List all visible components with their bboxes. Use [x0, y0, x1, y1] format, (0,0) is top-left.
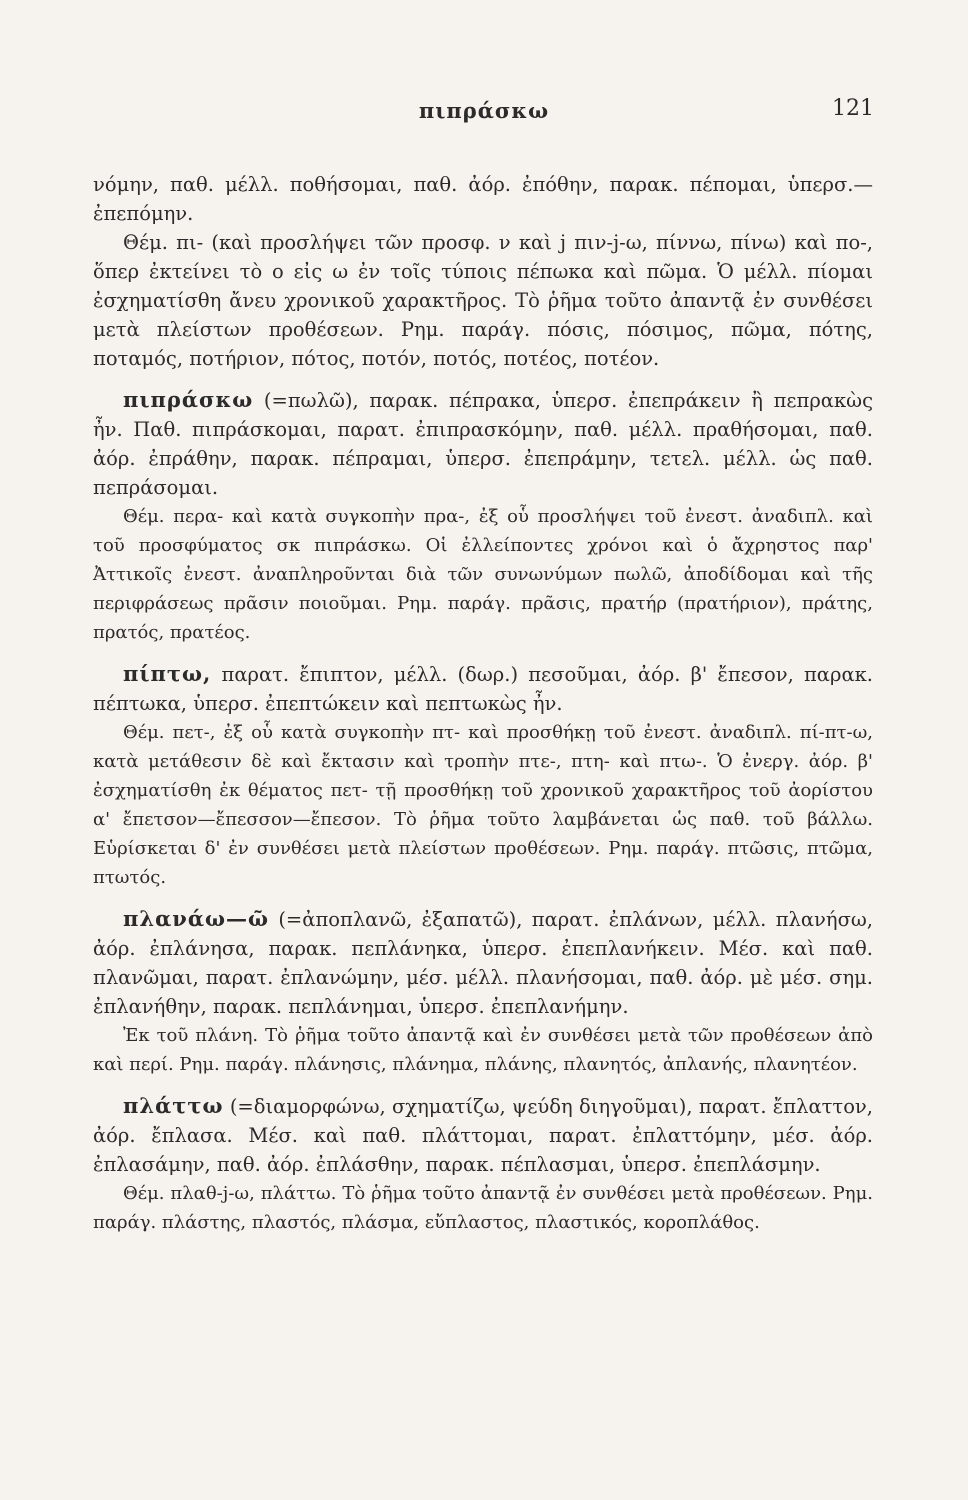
lemma-heading: πιπράσκω: [123, 387, 254, 412]
entry-pipraskw: πιπράσκω (=πωλῶ), παρακ. πέπρακα, ὑπερσ. ἐπεπράκειν ἢ πεπρακὼς ἦν. Παθ. πιπράσκομαι, παρατ. ἐπιπρασκόμην, παθ. μέλλ. πραθήσομαι, παθ. ἀόρ. ἐπράθην, παρακ. πέπραμαι, ὑπερσ. ἐπεπράμην, τετελ. μέλλ. ὡς παθ. πεπράσομαι.: [93, 387, 873, 499]
dictionary-body: [93, 170, 873, 1237]
paragraph-planaw-theme: Ἐκ τοῦ πλάνη. Τὸ ῥῆμα τοῦτο ἀπαντᾷ καὶ ἐν συνθέσει μετὰ τῶν προθέσεων ἀπὸ καὶ περί. Ρημ. παράγ. πλάνησις, πλάνημα, πλάνης, πλανητός, ἀπλανής, πλανητέον.: [93, 1025, 873, 1075]
paragraph-pipraskw-theme: Θέμ. περα- καὶ κατὰ συγκοπὴν πρα-, ἐξ οὗ προσλήψει τοῦ ἐνεστ. ἀναδιπλ. καὶ τοῦ προσφύματος σκ πιπράσκω. Οἱ ἐλλείποντες χρόνοι καὶ ὁ ἄχρηστος παρ' Ἀττικοῖς ἐνεστ. ἀναπληροῦνται διὰ τῶν συνωνύμων πωλῶ, ἀποδίδομαι καὶ τῆς περιφράσεως πρᾶσιν ποιοῦμαι. Ρημ. παράγ. πρᾶσις, πρατήρ (πρατήριον), πράτης, πρατός, πρατέος.: [93, 506, 873, 643]
lemma-heading: πίπτω,: [123, 661, 212, 686]
paragraph-pino-continuation: νόμην, παθ. μέλλ. ποθήσομαι, παθ. ἀόρ. ἐπόθην, παρακ. πέπομαι, ὑπερσ.—ἐπεπόμην.: [93, 173, 873, 225]
entry-piptw: πίπτω, παρατ. ἔπιπτον, μέλλ. (δωρ.) πεσοῦμαι, ἀόρ. β' ἔπεσον, παρακ. πέπτωκα, ὑπερσ. ἐπεπτώκειν καὶ πεπτωκὼς ἦν.: [93, 661, 873, 715]
page-number: 121: [832, 96, 874, 121]
paragraph-piptw-theme: Θέμ. πετ-, ἐξ οὗ κατὰ συγκοπὴν πτ- καὶ προσθήκῃ τοῦ ἐνεστ. ἀναδιπλ. πί-πτ-ω, κατὰ μετάθεσιν δὲ καὶ ἔκτασιν καὶ τροπὴν πτε-, πτη- καὶ πτω-. Ὁ ἐνεργ. ἀόρ. β' ἐσχηματίσθη ἐκ θέματος πετ- τῇ προσθήκῃ τοῦ χρονικοῦ χαρακτῆρος τοῦ ἀορίστου α' ἔπετσον—ἔπεσσον—ἔπεσον. Τὸ ῥῆμα τοῦτο λαμβάνεται ὡς παθ. τοῦ βάλλω. Εὑρίσκεται δ' ἐν συνθέσει μετὰ πλείστων προθέσεων. Ρημ. παράγ. πτῶσις, πτῶμα, πτωτός.: [93, 722, 873, 888]
running-head: πιπράσκω: [418, 98, 550, 123]
lemma-heading: πλάττω: [123, 1093, 224, 1118]
paragraph-pino-theme: Θέμ. πι- (καὶ προσλήψει τῶν προσφ. ν καὶ j πιν-j-ω, πίννω, πίνω) καὶ πο-, ὅπερ ἐκτείνει τὸ ο εἰς ω ἐν τοῖς τύποις πέπωκα καὶ πῶμα. Ὁ μέλλ. πίομαι ἐσχηματίσθη ἄνευ χρονικοῦ χαρακτῆρος. Τὸ ῥῆμα τοῦτο ἀπαντᾷ ἐν συνθέσει μετὰ πλείστων προθέσεων. Ρημ. παράγ. πόσις, πόσιμος, πῶμα, πότης, ποταμός, ποτήριον, πότος, ποτόν, ποτός, ποτέος, ποτέον.: [93, 231, 873, 370]
entry-plattw: πλάττω (=διαμορφώνω, σχηματίζω, ψεύδη διηγοῦμαι), παρατ. ἔπλαττον, ἀόρ. ἔπλασα. Μέσ. καὶ παθ. πλάττομαι, παρατ. ἐπλαττόμην, μέσ. ἀόρ. ἐπλασάμην, παθ. ἀόρ. ἐπλάσθην, παρακ. πέπλασμαι, ὑπερσ. ἐπεπλάσμην.: [93, 1093, 873, 1176]
lemma-heading: πλανάω—ῶ: [123, 906, 269, 931]
paragraph-plattw-theme: Θέμ. πλαθ-j-ω, πλάττω. Τὸ ῥῆμα τοῦτο ἀπαντᾷ ἐν συνθέσει μετὰ προθέσεων. Ρημ. παράγ. πλάστης, πλαστός, πλάσμα, εὔπλαστος, πλαστικός, κοροπλάθος.: [93, 1183, 873, 1233]
page-header: [0, 92, 968, 132]
entry-planaw: πλανάω—ῶ (=ἀποπλανῶ, ἐξαπατῶ), παρατ. ἐπλάνων, μέλλ. πλανήσω, ἀόρ. ἐπλάνησα, παρακ. πεπλάνηκα, ὑπερσ. ἐπεπλανήκειν. Μέσ. καὶ παθ. πλανῶμαι, παρατ. ἐπλανώμην, μέσ. μέλλ. πλανήσομαι, παθ. ἀόρ. μὲ μέσ. σημ. ἐπλανήθην, παρακ. πεπλάνημαι, ὑπερσ. ἐπεπλανήμην.: [93, 906, 874, 1018]
